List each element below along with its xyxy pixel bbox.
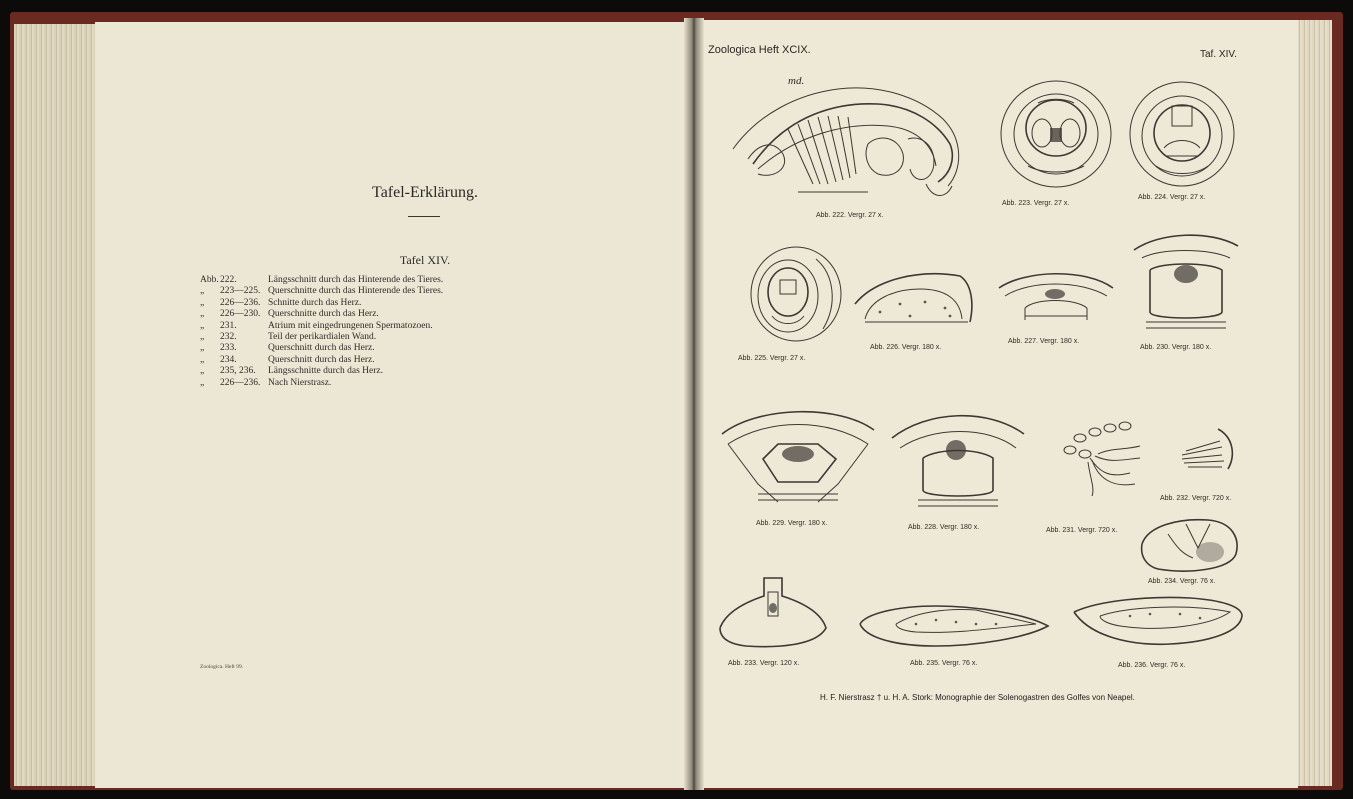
figure-232-drawing: [1178, 425, 1238, 477]
legend-prefix: „: [200, 366, 205, 377]
left-page: [95, 22, 690, 788]
caption-abb-233: Abb. 233. Vergr. 120 x.: [728, 660, 800, 667]
legend-figure-number: 226—236.: [220, 377, 261, 388]
legend-row: [200, 332, 443, 343]
figure-233-drawing: [716, 572, 830, 652]
legend-description: Querschnitt durch das Herz.: [268, 343, 375, 354]
legend-description: Atrium mit eingedrungenen Spermatozoen.: [268, 320, 433, 331]
legend-description: Querschnitte durch das Hinterende des Tieres.: [268, 286, 444, 297]
legend-prefix: „: [200, 343, 205, 354]
legend-description: Längsschnitte durch das Herz.: [268, 366, 384, 377]
caption-abb-227: Abb. 227. Vergr. 180 x.: [1008, 338, 1080, 345]
title-divider: [408, 216, 440, 217]
figure-222-drawing: [728, 74, 968, 204]
figure-225-drawing: [748, 244, 844, 344]
legend-row: [200, 378, 443, 389]
legend-figure-number: 231.: [220, 320, 237, 331]
legend-prefix: „: [200, 377, 205, 388]
plate-number: Taf. XIV.: [1200, 49, 1237, 60]
caption-abb-224: Abb. 224. Vergr. 27 x.: [1138, 194, 1206, 201]
legend-row: [200, 298, 443, 309]
legend-prefix: „: [200, 286, 205, 297]
svg-text:md.: md.: [788, 75, 805, 87]
caption-abb-222: Abb. 222. Vergr. 27 x.: [816, 212, 884, 219]
caption-abb-232: Abb. 232. Vergr. 720 x.: [1160, 495, 1232, 502]
legend-row: [200, 286, 443, 297]
legend-prefix: „: [200, 297, 205, 308]
figure-231-drawing: [1040, 418, 1150, 498]
legend-figure-number: 226—236.: [220, 297, 261, 308]
figure-228-drawing: [888, 408, 1028, 512]
legend-description: Teil der perikardialen Wand.: [268, 332, 377, 343]
figure-234-drawing: [1138, 514, 1242, 576]
legend-description: Nach Nierstrasz.: [268, 377, 332, 388]
legend-figure-number: 226—230.: [220, 309, 261, 320]
page-edges-left: [14, 24, 100, 786]
page-title: Tafel-Erklärung.: [372, 184, 478, 201]
legend-row: [200, 355, 443, 366]
legend-description: Schnitte durch das Herz.: [268, 297, 362, 308]
figure-legend: [200, 275, 443, 389]
legend-prefix: „: [200, 354, 205, 365]
journal-header: Zoologica Heft XCIX.: [708, 44, 811, 56]
figure-229-drawing: [718, 404, 878, 514]
legend-figure-number: 232.: [220, 332, 237, 343]
legend-description: Querschnitt durch das Herz.: [268, 354, 375, 365]
legend-prefix: „: [200, 332, 205, 343]
legend-description: Querschnitte durch das Herz.: [268, 309, 379, 320]
figure-227-drawing: [995, 266, 1117, 326]
legend-row: [200, 321, 443, 332]
legend-row: [200, 275, 443, 286]
legend-prefix: „: [200, 309, 205, 320]
legend-figure-number: 222.: [220, 275, 237, 285]
legend-prefix: Abb.: [200, 275, 219, 285]
legend-prefix: „: [200, 320, 205, 331]
caption-abb-228: Abb. 228. Vergr. 180 x.: [908, 524, 980, 531]
legend-row: [200, 309, 443, 320]
caption-abb-235: Abb. 235. Vergr. 76 x.: [910, 660, 978, 667]
book-gutter: [684, 18, 704, 790]
figure-235-drawing: [856, 594, 1052, 652]
plate-credit-caption: H. F. Nierstrasz † u. H. A. Stork: Monographie der Solenogastren des Golfes von Neapel.: [820, 693, 1135, 702]
left-page-footer: Zoologica. Heft 99.: [200, 664, 244, 670]
legend-figure-number: 223—225.: [220, 286, 261, 297]
caption-abb-234: Abb. 234. Vergr. 76 x.: [1148, 578, 1216, 585]
legend-figure-number: 233.: [220, 343, 237, 354]
figure-224-drawing: [1126, 78, 1238, 190]
legend-row: [200, 366, 443, 377]
figure-230-drawing: [1130, 230, 1242, 338]
caption-abb-230: Abb. 230. Vergr. 180 x.: [1140, 344, 1212, 351]
legend-figure-number: 234.: [220, 354, 237, 365]
legend-figure-number: 235, 236.: [220, 366, 256, 377]
caption-abb-231: Abb. 231. Vergr. 720 x.: [1046, 527, 1118, 534]
caption-abb-223: Abb. 223. Vergr. 27 x.: [1002, 200, 1070, 207]
caption-abb-226: Abb. 226. Vergr. 180 x.: [870, 344, 942, 351]
plate-subtitle: Tafel XIV.: [399, 253, 451, 267]
figure-226-drawing: [850, 264, 978, 332]
caption-abb-225: Abb. 225. Vergr. 27 x.: [738, 355, 806, 362]
page-edges-right: [1292, 20, 1332, 786]
legend-description: Längsschnitt durch das Hinterende des Tieres.: [268, 275, 444, 285]
figure-236-drawing: [1070, 592, 1246, 654]
legend-row: [200, 343, 443, 354]
caption-abb-229: Abb. 229. Vergr. 180 x.: [756, 520, 828, 527]
figure-223-drawing: [998, 78, 1116, 190]
caption-abb-236: Abb. 236. Vergr. 76 x.: [1118, 662, 1186, 669]
